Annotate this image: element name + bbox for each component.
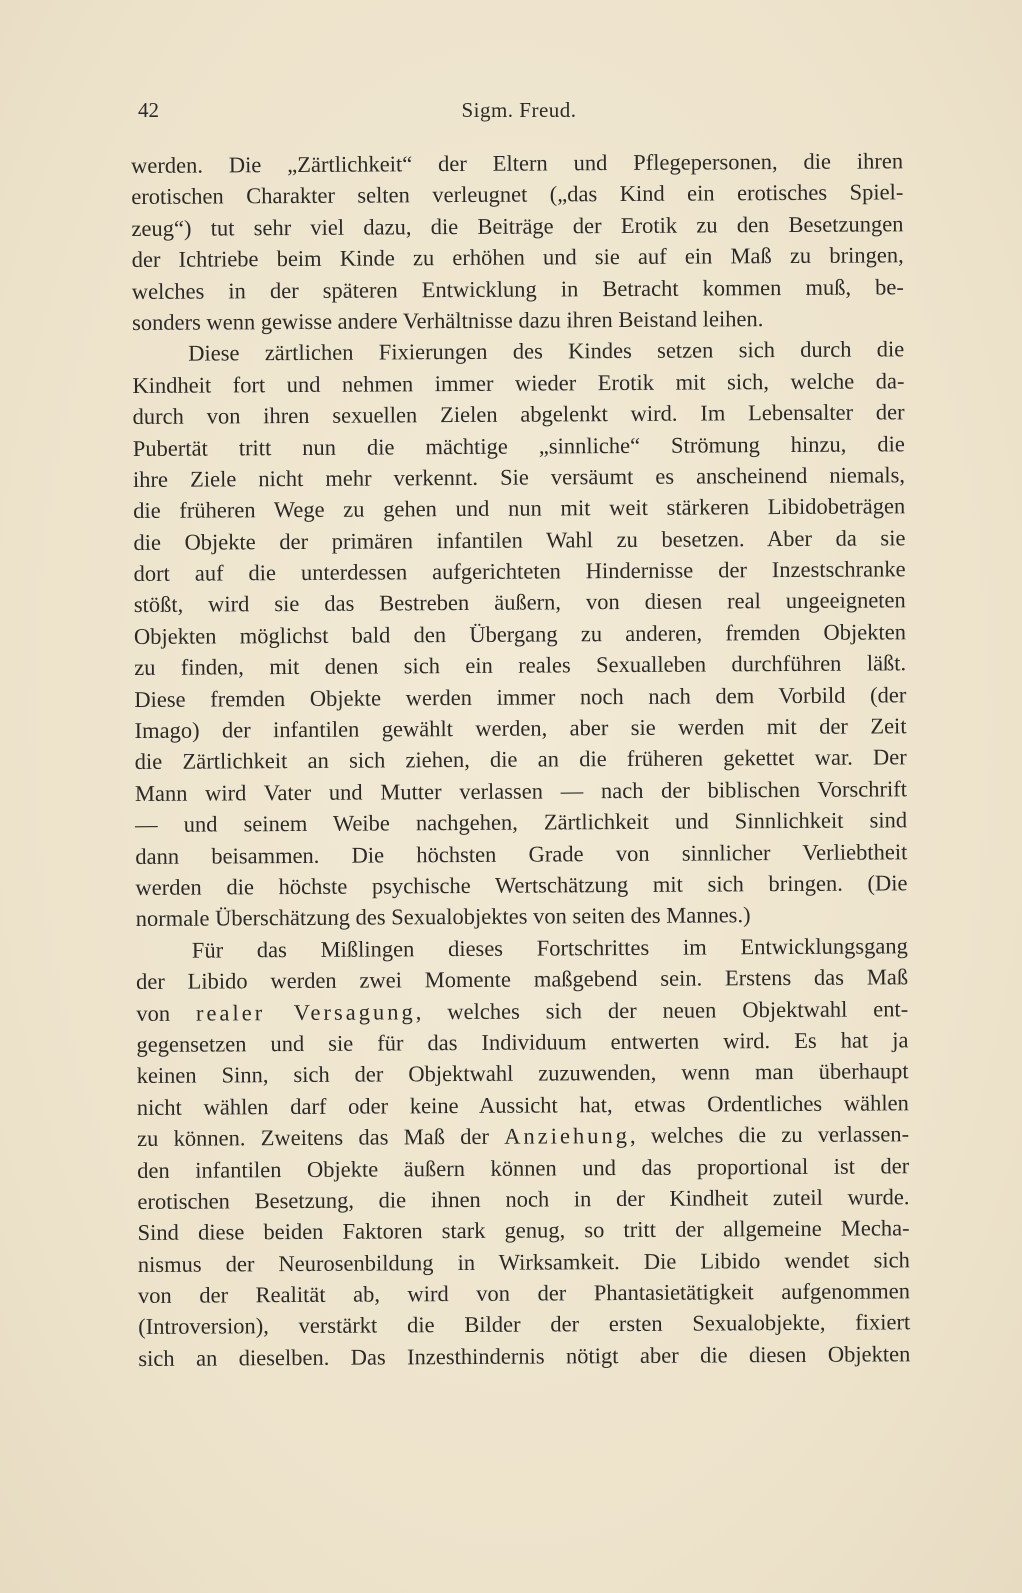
text-line: normale Überschätzung des Sexualobjektes von seiten des Mannes.) [135, 902, 751, 932]
text-line: nismus der Neurosenbildung in Wirksamkeit. Die Libido wendet sich [137, 1246, 910, 1277]
text-line: dort auf die unterdessen aufgerichteten Hindernisse der Inzestschranke [133, 556, 906, 587]
emphasized-text: realer Versagung [195, 998, 416, 1026]
text-line: die Zärtlichkeit an sich ziehen, die an die früheren gekettet war. Der [134, 744, 907, 775]
text-line: keinen Sinn, sich der Objektwahl zuzuwenden, wenn man überhaupt [136, 1058, 909, 1089]
text-line: stößt, wird sie das Bestreben äußern, von diesen real ungeeigneten [133, 587, 906, 618]
text-segment: , welches sich der neuen Objektwahl ent- [415, 995, 909, 1024]
text-line: — und seinem Weibe nachgehen, Zärtlichkeit und Sinnlichkeit sind [135, 807, 908, 838]
page-number: 42 [138, 98, 159, 122]
text-line: nicht wählen darf oder keine Aussicht hat, etwas Ordentliches wählen [136, 1089, 909, 1120]
text-line: Für das Mißlingen dieses Fortschrittes im Entwicklungsgang [191, 933, 908, 963]
text-line: sich an dieselben. Das Inzesthindernis nötigt aber die diesen Objekten [138, 1341, 911, 1371]
text-line: erotischen Besetzung, die ihnen noch in der Kindheit zuteil wurde. [137, 1184, 910, 1214]
text-line: zu finden, mit denen sich ein reales Sexualleben durchführen läßt. [134, 650, 907, 681]
text-line: durch von ihren sexuellen Zielen abgelenkt wird. Im Lebensalter der [132, 399, 905, 430]
text-line: Pubertät tritt nun die mächtige „sinnliche“ Strömung hinzu, die [132, 430, 905, 461]
text-line: der Ichtriebe beim Kinde zu erhöhen und sie auf ein Maß zu bringen, [131, 242, 904, 273]
text-line: zeug“) tut sehr viel dazu, die Beiträge der Erotik zu den Besetzungen [131, 211, 904, 241]
text-line: Imago) der infantilen gewählt werden, aber sie werden mit der Zeit [134, 713, 907, 744]
text-line: Kindheit fort und nehmen immer wieder Erotik mit sich, welche da- [132, 368, 905, 398]
text-line: Sind diese beiden Faktoren stark genug, so tritt der allgemeine Mecha- [137, 1215, 910, 1246]
text-line: die Objekte der primären infantilen Wahl zu besetzen. Aber da sie [133, 524, 906, 555]
text-line: ihre Ziele nicht mehr verkennt. Sie versäumt es anscheinend niemals, [132, 462, 906, 492]
text-line: Diese fremden Objekte werden immer noch nach dem Vorbild (der [134, 681, 907, 712]
text-segment: zu können. Zweitens das Maß der [136, 1123, 505, 1152]
text-line: dann beisammen. Die höchsten Grade von sinnlicher Verliebtheit [135, 838, 908, 869]
text-line: sonders wenn gewisse andere Verhältnisse dazu ihren Beistand leihen. [131, 306, 764, 335]
text-line: werden die höchste psychische Wertschätzung mit sich bringen. (Die [135, 870, 908, 900]
text-line: der Libido werden zwei Momente maßgebend sein. Erstens das Maß [136, 964, 909, 995]
text-line: den infantilen Objekte äußern können und das proportional ist der [137, 1152, 910, 1183]
body-text [131, 145, 910, 1374]
text-line: gegensetzen und sie für das Individuum entwerten wird. Es hat ja [136, 1027, 909, 1057]
text-line: werden. Die „Zärtlichkeit“ der Eltern und Pflegepersonen, die ihren [131, 148, 904, 178]
text-line: Mann wird Vater und Mutter verlassen — nach der biblischen Vorschrift [134, 776, 907, 806]
text-line: von der Realität ab, wird von der Phantasietätigkeit aufgenommen [137, 1278, 911, 1309]
text-line: welches in der späteren Entwicklung in Betracht kommen muß, be- [131, 273, 904, 304]
text-line: (Introversion), verstärkt die Bilder der ersten Sexualobjekte, fixiert [138, 1309, 911, 1340]
text-line: Diese zärtlichen Fixierungen des Kindes setzen sich durch die [188, 336, 905, 366]
text-line [136, 993, 908, 1029]
text-segment: von [136, 1000, 197, 1026]
text-segment: , welches die zu verlassen- [629, 1121, 910, 1149]
text-line: erotischen Charakter selten verleugnet („das Kind ein erotisches Spiel- [131, 179, 904, 210]
text-line: Objekten möglichst bald den Übergang zu anderen, fremden Objekten [133, 619, 907, 649]
running-title: Sigm. Freud. [461, 98, 577, 122]
text-line: die früheren Wege zu gehen und nun mit weit stärkeren Libidobeträgen [133, 493, 906, 524]
page-header [138, 98, 900, 128]
emphasized-text: Anziehung [504, 1123, 630, 1149]
text-line [137, 1118, 909, 1154]
